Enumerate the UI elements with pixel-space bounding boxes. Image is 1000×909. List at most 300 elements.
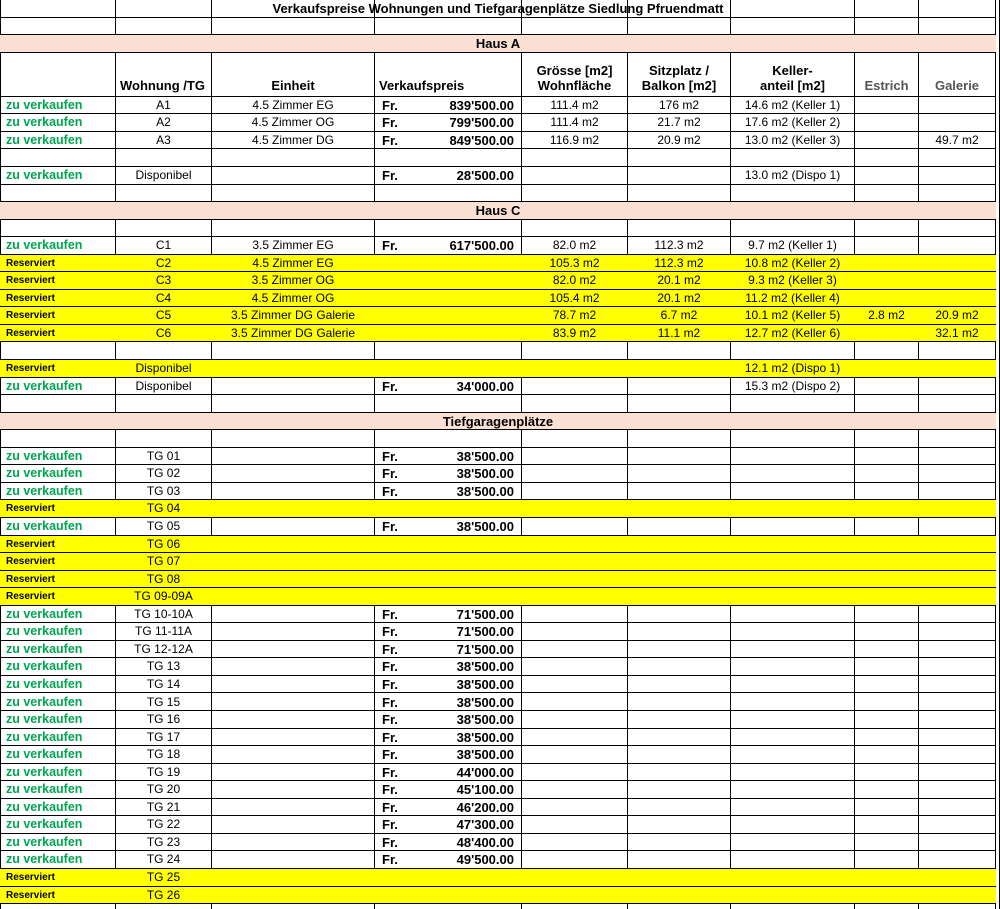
galerie-cell xyxy=(919,360,995,377)
table-row xyxy=(0,641,996,659)
einheit-cell xyxy=(212,553,374,570)
keller-cell: 13.0 m2 (Dispo 1) xyxy=(744,168,841,182)
header-groesse xyxy=(522,63,627,93)
table-row xyxy=(0,571,996,589)
currency-label: Fr. xyxy=(382,676,398,692)
einheit-cell xyxy=(212,746,374,763)
unit-cell: C5 xyxy=(155,308,172,323)
balkon-cell xyxy=(628,676,730,693)
status-cell: zu verkaufen xyxy=(6,764,83,779)
unit-cell: TG 09-09A xyxy=(134,589,193,604)
table-row xyxy=(0,834,996,852)
galerie-cell xyxy=(919,781,995,798)
table-row xyxy=(0,694,996,712)
price-cell xyxy=(375,816,521,833)
wohnflaeche-cell: 83.9 m2 xyxy=(552,325,597,340)
balkon-cell xyxy=(628,816,730,833)
price-value: 38'500.00 xyxy=(456,448,514,464)
keller-cell: 15.3 m2 (Dispo 2) xyxy=(744,378,841,393)
table-row xyxy=(0,167,996,185)
table-row xyxy=(0,711,996,729)
price-cell xyxy=(375,764,521,781)
unit-cell: TG 07 xyxy=(146,554,181,569)
unit-cell: TG 03 xyxy=(146,483,181,498)
status-cell: zu verkaufen xyxy=(6,834,83,849)
einheit-cell xyxy=(212,500,374,517)
wohnflaeche-cell: 82.0 m2 xyxy=(552,273,597,288)
galerie-cell xyxy=(919,483,995,500)
galerie-cell xyxy=(919,290,995,307)
einheit-cell: 4.5 Zimmer OG xyxy=(251,115,335,130)
status-cell: zu verkaufen xyxy=(6,238,83,253)
einheit-cell xyxy=(212,448,374,465)
blank-row xyxy=(0,220,996,238)
unit-cell: TG 25 xyxy=(146,870,181,884)
table-row xyxy=(0,729,996,747)
status-cell: Reserviert xyxy=(6,363,55,375)
price-cell xyxy=(375,694,521,711)
galerie-cell xyxy=(919,851,995,868)
status-cell: zu verkaufen xyxy=(6,466,83,481)
keller-cell xyxy=(731,465,854,482)
einheit-cell: 3.5 Zimmer OG xyxy=(251,273,335,288)
einheit-cell xyxy=(212,167,374,184)
balkon-cell xyxy=(628,746,730,763)
estrich-cell xyxy=(855,483,918,500)
einheit-cell xyxy=(212,606,374,623)
estrich-cell xyxy=(855,518,918,535)
price-cell xyxy=(375,114,521,131)
einheit-cell: 4.5 Zimmer EG xyxy=(252,97,334,112)
keller-cell xyxy=(731,676,854,693)
price-value: 71'500.00 xyxy=(456,641,514,657)
unit-cell: TG 01 xyxy=(146,448,181,463)
estrich-cell xyxy=(855,764,918,781)
wohnflaeche-cell xyxy=(522,571,627,588)
header-sitzplatz xyxy=(628,63,730,93)
price-cell xyxy=(375,571,521,588)
table-row xyxy=(0,816,996,834)
galerie-cell xyxy=(919,641,995,658)
section-header-row xyxy=(0,35,996,53)
estrich-cell xyxy=(855,781,918,798)
wohnflaeche-cell xyxy=(522,606,627,623)
table-row xyxy=(0,132,996,150)
table-row xyxy=(0,378,996,396)
section-label: Haus A xyxy=(475,36,521,52)
wohnflaeche-cell: 111.4 m2 xyxy=(550,97,599,112)
estrich-cell xyxy=(855,325,918,342)
keller-cell xyxy=(731,588,854,605)
price-cell xyxy=(375,834,521,851)
status-cell: Reserviert xyxy=(6,503,55,515)
section-header-row xyxy=(0,413,996,431)
galerie-cell: 32.1 m2 xyxy=(935,325,979,340)
wohnflaeche-cell: 116.9 m2 xyxy=(549,132,600,147)
price-cell xyxy=(375,606,521,623)
keller-cell xyxy=(731,553,854,570)
price-cell xyxy=(375,465,521,482)
price-cell xyxy=(375,307,521,324)
header-groesse-line1: Grösse [m2] xyxy=(536,62,613,78)
unit-cell: TG 26 xyxy=(146,887,181,902)
status-cell: zu verkaufen xyxy=(6,132,83,147)
einheit-cell xyxy=(212,483,374,500)
wohnflaeche-cell: 105.4 m2 xyxy=(549,290,600,305)
estrich-cell xyxy=(855,272,918,289)
price-value: 839'500.00 xyxy=(449,97,514,113)
wohnflaeche-cell xyxy=(522,483,627,500)
unit-cell: TG 02 xyxy=(146,466,181,481)
unit-cell: TG 18 xyxy=(146,747,181,762)
status-cell: zu verkaufen xyxy=(6,817,83,832)
einheit-cell xyxy=(212,623,374,640)
galerie-cell xyxy=(919,729,995,746)
unit-cell: TG 17 xyxy=(146,729,181,744)
balkon-cell xyxy=(628,887,730,904)
keller-cell: 9.7 m2 (Keller 1) xyxy=(748,238,837,253)
currency-label: Fr. xyxy=(382,483,398,499)
estrich-cell xyxy=(855,658,918,675)
einheit-cell: 4.5 Zimmer OG xyxy=(251,290,335,305)
price-cell xyxy=(375,711,521,728)
galerie-cell xyxy=(919,588,995,605)
wohnflaeche-cell xyxy=(522,834,627,851)
status-cell: Reserviert xyxy=(6,310,55,322)
balkon-cell: 20.1 m2 xyxy=(657,290,701,305)
estrich-cell xyxy=(855,290,918,307)
wohnflaeche-cell: 82.0 m2 xyxy=(552,238,597,253)
keller-cell xyxy=(731,536,854,553)
status-cell: zu verkaufen xyxy=(6,782,83,797)
keller-cell xyxy=(731,816,854,833)
price-cell xyxy=(375,588,521,605)
wohnflaeche-cell: 111.4 m2 xyxy=(550,115,599,130)
unit-cell: TG 05 xyxy=(146,519,181,533)
status-cell: zu verkaufen xyxy=(6,624,83,639)
price-value: 34'000.00 xyxy=(456,378,514,394)
einheit-cell: 4.5 Zimmer DG xyxy=(251,132,334,147)
keller-cell: 12.7 m2 (Keller 6) xyxy=(744,325,841,340)
currency-label: Fr. xyxy=(382,378,398,394)
price-cell xyxy=(375,167,521,184)
galerie-cell: 20.9 m2 xyxy=(935,308,979,323)
price-cell xyxy=(375,325,521,342)
price-cell xyxy=(375,887,521,904)
status-cell: zu verkaufen xyxy=(6,747,83,762)
estrich-cell xyxy=(855,834,918,851)
status-cell: Reserviert xyxy=(6,556,55,568)
price-value: 71'500.00 xyxy=(456,606,514,622)
wohnflaeche-cell xyxy=(522,887,627,904)
currency-label: Fr. xyxy=(382,606,398,622)
unit-cell: Disponibel xyxy=(135,361,192,376)
currency-label: Fr. xyxy=(382,694,398,710)
balkon-cell: 20.1 m2 xyxy=(657,273,701,288)
galerie-cell xyxy=(919,536,995,553)
balkon-cell xyxy=(628,781,730,798)
keller-cell xyxy=(731,571,854,588)
price-value: 71'500.00 xyxy=(456,624,514,640)
unit-cell: C4 xyxy=(155,290,172,305)
keller-cell xyxy=(731,500,854,517)
estrich-cell xyxy=(855,500,918,517)
price-cell xyxy=(375,500,521,517)
unit-cell: A2 xyxy=(156,115,171,130)
galerie-cell: 49.7 m2 xyxy=(935,132,979,147)
balkon-cell xyxy=(628,658,730,675)
price-cell xyxy=(375,746,521,763)
currency-label: Fr. xyxy=(382,764,398,780)
balkon-cell: 6.7 m2 xyxy=(660,308,698,323)
einheit-cell: 3.5 Zimmer DG Galerie xyxy=(230,308,356,323)
status-cell: zu verkaufen xyxy=(6,168,83,182)
balkon-cell xyxy=(628,711,730,728)
einheit-cell xyxy=(212,887,374,904)
price-cell xyxy=(375,641,521,658)
estrich-cell xyxy=(855,694,918,711)
keller-cell xyxy=(731,887,854,904)
einheit-cell xyxy=(212,694,374,711)
price-cell xyxy=(375,623,521,640)
estrich-cell xyxy=(855,676,918,693)
unit-cell: TG 04 xyxy=(146,501,181,516)
price-cell xyxy=(375,97,521,114)
currency-label: Fr. xyxy=(382,624,398,640)
price-cell xyxy=(375,255,521,272)
header-keller-line2: anteil [m2] xyxy=(759,77,825,93)
einheit-cell xyxy=(212,641,374,658)
blank-row xyxy=(0,395,996,413)
wohnflaeche-cell xyxy=(522,518,627,535)
price-cell xyxy=(375,518,521,535)
galerie-cell xyxy=(919,869,995,886)
unit-cell: A1 xyxy=(156,97,171,112)
section-label: Tiefgaragenplätze xyxy=(442,413,554,429)
unit-cell: TG 16 xyxy=(146,712,181,727)
einheit-cell xyxy=(212,729,374,746)
wohnflaeche-cell xyxy=(522,500,627,517)
wohnflaeche-cell xyxy=(522,729,627,746)
price-cell xyxy=(375,378,521,395)
einheit-cell xyxy=(212,465,374,482)
keller-cell xyxy=(731,851,854,868)
galerie-cell xyxy=(919,746,995,763)
currency-label: Fr. xyxy=(382,448,398,464)
status-cell: Reserviert xyxy=(6,889,55,901)
status-cell: zu verkaufen xyxy=(6,729,83,744)
currency-label: Fr. xyxy=(382,115,398,131)
wohnflaeche-cell xyxy=(522,746,627,763)
section-header-row xyxy=(0,202,996,220)
estrich-cell xyxy=(855,641,918,658)
wohnflaeche-cell xyxy=(522,465,627,482)
table-row xyxy=(0,658,996,676)
status-cell: zu verkaufen xyxy=(6,659,83,674)
unit-cell: TG 23 xyxy=(146,834,181,849)
keller-cell xyxy=(731,623,854,640)
table-row xyxy=(0,887,996,905)
table-row xyxy=(0,307,996,325)
table-row xyxy=(0,799,996,817)
balkon-cell xyxy=(628,536,730,553)
einheit-cell xyxy=(212,676,374,693)
sheet-title: Verkaufspreise Wohnungen und Tiefgaragenplätze Siedlung Pfruendmatt xyxy=(272,1,724,16)
keller-cell: 9.3 m2 (Keller 3) xyxy=(748,273,837,288)
unit-cell: C3 xyxy=(155,273,172,288)
currency-label: Fr. xyxy=(382,132,398,148)
balkon-cell xyxy=(628,553,730,570)
price-cell xyxy=(375,483,521,500)
unit-cell: TG 15 xyxy=(146,694,181,709)
keller-cell xyxy=(731,781,854,798)
price-value: 38'500.00 xyxy=(456,729,514,745)
status-cell: Reserviert xyxy=(6,591,55,603)
unit-cell: TG 08 xyxy=(146,571,181,586)
galerie-cell xyxy=(919,465,995,482)
einheit-cell xyxy=(212,571,374,588)
header-einheit: Einheit xyxy=(271,77,315,93)
price-value: 44'000.00 xyxy=(456,764,514,780)
balkon-cell xyxy=(628,571,730,588)
wohnflaeche-cell xyxy=(522,869,627,886)
table-row xyxy=(0,290,996,308)
galerie-cell xyxy=(919,97,995,114)
status-cell: zu verkaufen xyxy=(6,519,83,533)
table-row xyxy=(0,237,996,255)
unit-cell: TG 24 xyxy=(146,852,181,867)
status-cell: Reserviert xyxy=(6,327,55,339)
currency-label: Fr. xyxy=(382,817,398,833)
einheit-cell xyxy=(212,658,374,675)
balkon-cell: 21.7 m2 xyxy=(657,115,701,130)
status-cell: zu verkaufen xyxy=(6,852,83,867)
status-cell: zu verkaufen xyxy=(6,799,83,814)
estrich-cell xyxy=(855,799,918,816)
unit-cell: C2 xyxy=(155,255,172,270)
galerie-cell xyxy=(919,658,995,675)
balkon-cell xyxy=(628,851,730,868)
status-cell: zu verkaufen xyxy=(6,115,83,130)
price-value: 28'500.00 xyxy=(456,168,514,183)
einheit-cell xyxy=(212,536,374,553)
table-row xyxy=(0,272,996,290)
galerie-cell xyxy=(919,711,995,728)
keller-cell xyxy=(731,711,854,728)
balkon-cell xyxy=(628,378,730,395)
table-row xyxy=(0,518,996,536)
balkon-cell: 11.1 m2 xyxy=(657,325,701,340)
unit-cell: TG 19 xyxy=(146,764,181,779)
currency-label: Fr. xyxy=(382,712,398,728)
table-row xyxy=(0,325,996,343)
title-row xyxy=(0,0,996,18)
header-keller-line1: Keller- xyxy=(772,62,813,78)
estrich-cell xyxy=(855,887,918,904)
table-row xyxy=(0,255,996,273)
unit-cell: TG 11-11A xyxy=(135,624,192,639)
wohnflaeche-cell xyxy=(522,623,627,640)
galerie-cell xyxy=(919,272,995,289)
estrich-cell xyxy=(855,623,918,640)
status-cell: zu verkaufen xyxy=(6,694,83,709)
estrich-cell xyxy=(855,711,918,728)
einheit-cell xyxy=(212,764,374,781)
price-value: 617'500.00 xyxy=(449,238,514,254)
unit-cell: TG 20 xyxy=(146,782,181,797)
table-row xyxy=(0,851,996,869)
wohnflaeche-cell xyxy=(522,799,627,816)
status-cell: zu verkaufen xyxy=(6,676,83,691)
unit-cell: C6 xyxy=(155,325,172,340)
price-cell xyxy=(375,536,521,553)
balkon-cell: 112.3 m2 xyxy=(654,238,704,253)
galerie-cell xyxy=(919,448,995,465)
einheit-cell xyxy=(212,781,374,798)
wohnflaeche-cell xyxy=(522,588,627,605)
wohnflaeche-cell xyxy=(522,658,627,675)
keller-cell xyxy=(731,729,854,746)
currency-label: Fr. xyxy=(382,466,398,482)
price-value: 46'200.00 xyxy=(456,799,514,815)
currency-label: Fr. xyxy=(382,852,398,868)
wohnflaeche-cell: 105.3 m2 xyxy=(549,255,600,270)
table-row xyxy=(0,676,996,694)
estrich-cell: 2.8 m2 xyxy=(868,308,905,323)
einheit-cell xyxy=(212,378,374,395)
balkon-cell xyxy=(628,834,730,851)
currency-label: Fr. xyxy=(382,782,398,798)
wohnflaeche-cell xyxy=(522,536,627,553)
status-cell: Reserviert xyxy=(6,257,55,269)
galerie-cell xyxy=(919,237,995,254)
keller-cell xyxy=(731,606,854,623)
currency-label: Fr. xyxy=(382,97,398,113)
keller-cell xyxy=(731,746,854,763)
einheit-cell xyxy=(212,711,374,728)
einheit-cell xyxy=(212,799,374,816)
price-value: 38'500.00 xyxy=(456,694,514,710)
balkon-cell xyxy=(628,500,730,517)
balkon-cell xyxy=(628,518,730,535)
balkon-cell xyxy=(628,641,730,658)
balkon-cell xyxy=(628,799,730,816)
price-value: 38'500.00 xyxy=(456,466,514,482)
keller-cell xyxy=(731,834,854,851)
estrich-cell xyxy=(855,816,918,833)
einheit-cell: 3.5 Zimmer DG Galerie xyxy=(230,325,356,340)
estrich-cell xyxy=(855,378,918,395)
header-sitzplatz-line2: Balkon [m2] xyxy=(641,77,717,93)
currency-label: Fr. xyxy=(382,729,398,745)
table-row xyxy=(0,536,996,554)
unit-cell: Disponibel xyxy=(135,168,192,182)
estrich-cell xyxy=(855,167,918,184)
column-header-row xyxy=(0,53,996,97)
price-value: 38'500.00 xyxy=(456,712,514,728)
blank-row xyxy=(0,149,996,167)
keller-cell xyxy=(731,448,854,465)
einheit-cell: 3.5 Zimmer EG xyxy=(252,238,334,253)
currency-label: Fr. xyxy=(382,834,398,850)
einheit-cell xyxy=(212,834,374,851)
currency-label: Fr. xyxy=(382,799,398,815)
galerie-cell xyxy=(919,764,995,781)
blank-row xyxy=(0,185,996,203)
einheit-cell: 4.5 Zimmer EG xyxy=(252,255,334,270)
wohnflaeche-cell xyxy=(522,167,627,184)
wohnflaeche-cell xyxy=(522,553,627,570)
